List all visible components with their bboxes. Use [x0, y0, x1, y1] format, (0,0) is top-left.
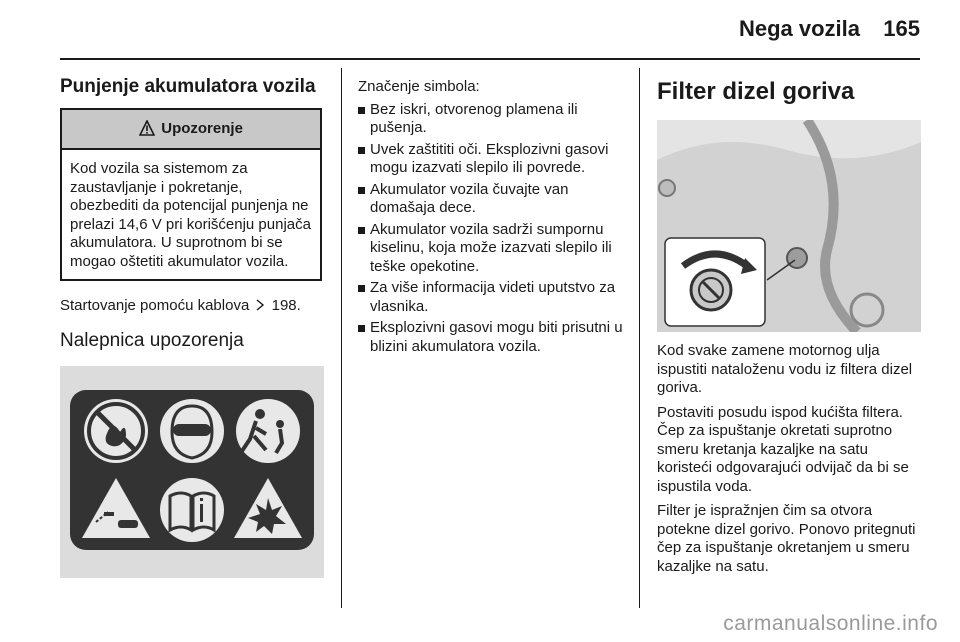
header-title: Nega vozila [738, 16, 860, 41]
list-item [358, 101, 626, 138]
bullet-square-icon [358, 107, 365, 114]
list-item [358, 319, 626, 356]
warning-triangle-icon [139, 120, 155, 136]
bullet-square-icon [358, 285, 365, 292]
fuel-filter-photo [657, 120, 921, 332]
jump-start-text: Startovanje pomoću kablova [60, 297, 250, 314]
column-divider [341, 68, 342, 608]
list-item [358, 141, 626, 178]
paragraph: Filter je ispražnjen čim sa otvora potekne dizel gorivo. Ponovo pritegnuti čep za ispuštanje okretanjem u smeru kazaljke na satu. [657, 502, 916, 575]
bullet-square-icon [358, 187, 365, 194]
watermark: carmanualsonline.info [723, 612, 938, 635]
page-header [0, 0, 960, 60]
jump-start-reference [60, 297, 324, 316]
symbols-intro: Značenje simbola: [358, 78, 480, 95]
jump-start-page: 198. [271, 297, 301, 314]
no-fire-icon [84, 399, 148, 463]
battery-warning-sticker [60, 366, 324, 578]
right-column [657, 68, 921, 582]
list-item-text: Uvek zaštititi oči. Eksplozivni gasovi mogu izazvati slepilo ili povrede. [370, 140, 609, 176]
list-item-text: Akumulator vozila čuvajte van domašaja dece. [370, 180, 569, 216]
bullet-square-icon [358, 147, 365, 154]
column-divider [639, 68, 640, 608]
list-item-text: Akumulator vozila sadrži sumpornu kiselinu, koja može izazvati slepilo ili teške opekotine. [370, 220, 612, 275]
keep-children-away-icon [236, 399, 300, 463]
fuel-filter-illustration [657, 120, 921, 332]
warning-title: Upozorenje [161, 120, 243, 137]
list-item-text: Za više informacija videti uputstvo za vlasnika. [370, 279, 616, 315]
bullet-square-icon [358, 325, 365, 332]
bullet-square-icon [358, 227, 365, 234]
warning-text: Kod vozila sa sistemom za zaustavljanje i pokretanje, obezbediti da potencijal punjenja ne prelazi 14,6 V pri korišćenju punjača akumulatora. U suprotnom bi se mogao oštetiti akumulator vozila. [70, 160, 311, 270]
header-rule [60, 58, 920, 60]
warning-box [60, 108, 322, 281]
list-item [358, 181, 626, 218]
section-heading: Filter dizel goriva [657, 78, 855, 105]
manual-icon [160, 478, 224, 542]
left-column [60, 68, 324, 578]
list-item [358, 279, 626, 316]
list-item [358, 221, 626, 277]
paragraph: Postaviti posudu ispod kućišta filtera. Čep za ispuštanje okretati suprotno smeru kretanja kazaljke na satu koristeći odgovarajući odvijač da bi se ispustila voda. [657, 403, 909, 495]
page-reference-arrow-icon [255, 299, 265, 311]
subheading: Nalepnica upozorenja [60, 329, 244, 351]
page-number: 165 [883, 16, 920, 41]
symbol-list [358, 101, 626, 357]
paragraph: Kod svake zamene motornog ulja ispustiti nataloženu vodu iz filtera dizel goriva. [657, 342, 913, 396]
section-heading: Punjenje akumulatora vozila [60, 76, 316, 97]
eye-protection-icon [160, 399, 224, 463]
list-item-text: Eksplozivni gasovi mogu biti prisutni u blizini akumulatora vozila. [370, 319, 623, 355]
warning-header [62, 110, 320, 150]
warning-label-image [60, 366, 324, 578]
middle-column [358, 78, 626, 359]
list-item-text: Bez iskri, otvorenog plamena ili pušenja. [370, 100, 578, 136]
